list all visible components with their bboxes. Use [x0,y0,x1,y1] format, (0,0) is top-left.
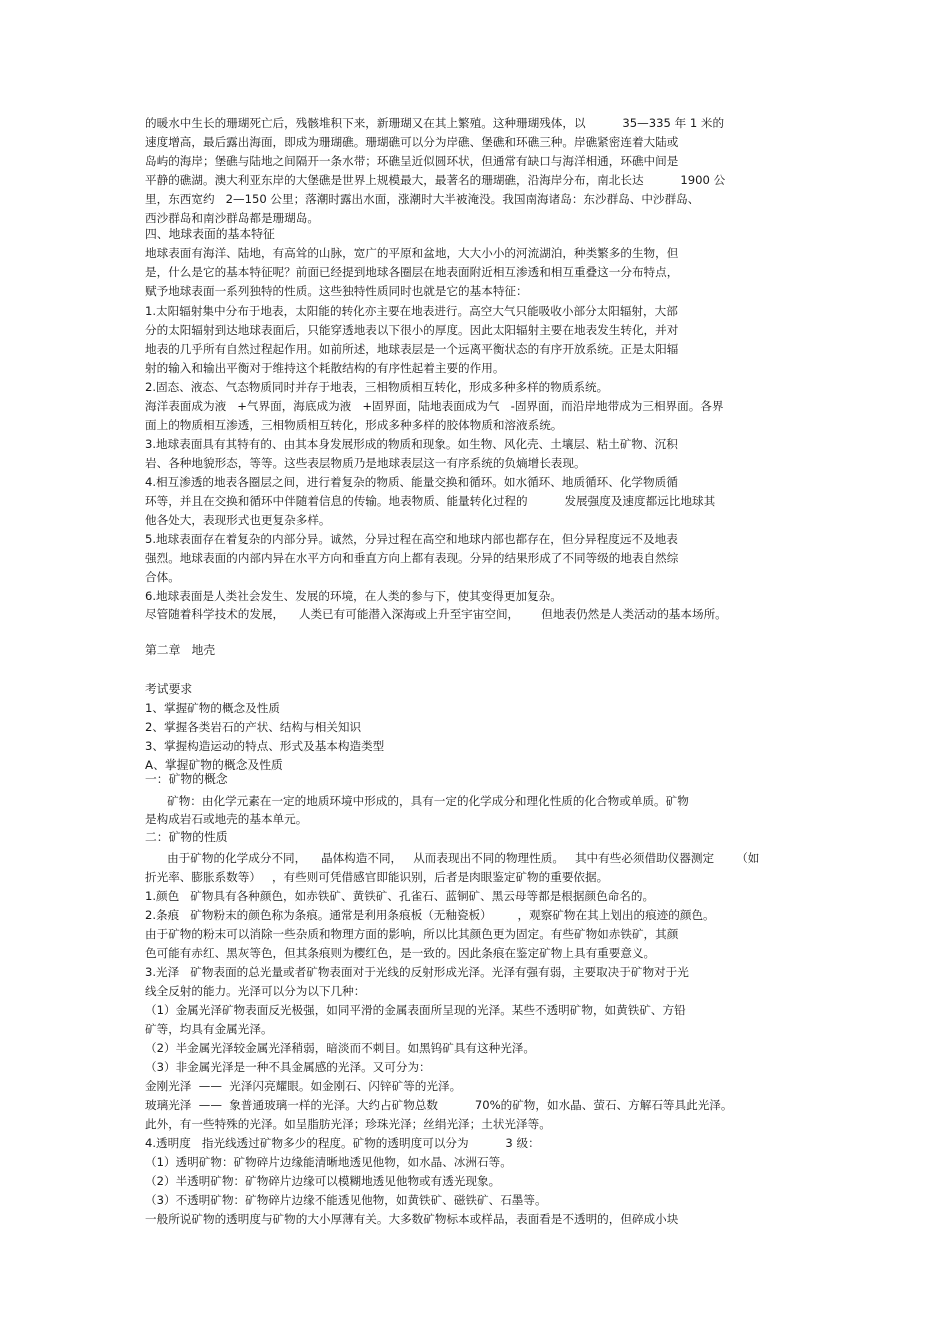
text-line: 地球表面有海洋、陆地，有高耸的山脉，宽广的平原和盆地，大大小小的河流湖泊，种类繁多的生物，但 [145,246,679,260]
text-line: 矿等，均具有金属光泽。 [145,1022,273,1036]
text-line: 4.相互渗透的地表各圈层之间，进行着复杂的物质、能量交换和循环。如水循环、地质循环、化学物质循 [145,475,678,489]
text-line: 金刚光泽 —— 光泽闪亮耀眼。如金刚石、闪锌矿等的光泽。 [145,1079,462,1093]
text-line: 西沙群岛和南沙群岛都是珊瑚岛。 [145,211,319,225]
text-line: 色可能有赤红、黑灰等色，但其条痕则为樱红色，是一致的。因此条痕在鉴定矿物上具有重要意义。 [145,946,656,960]
text-line: 合体。 [145,570,180,584]
text-line: 矿物：由化学元素在一定的地质环境中形成的，具有一定的化学成分和理化性质的化合物或单质。矿物 [145,794,689,808]
text-line: 3.光泽 矿物表面的总光量或者矿物表面对于光线的反射形成光泽。光泽有强有弱，主要取决于矿物对于光 [145,965,689,979]
section-heading: A、掌握矿物的概念及性质 [145,758,283,772]
text-line: 速度增高，最后露出海面，即成为珊瑚礁。珊瑚礁可以分为岸礁、堡礁和环礁三种。岸礁紧密连着大陆或 [145,135,679,149]
text-line: 强烈。地球表面的内部内异在水平方向和垂直方向上都有表现。分异的结果形成了不同等级的地表自然综 [145,551,679,565]
list-item: 3、掌握构造运动的特点、形式及基本构造类型 [145,739,385,753]
text-line: 3.地球表面具有其特有的、由其本身发展形成的物质和现象。如生物、风化壳、土壤层、粘土矿物、沉积 [145,437,678,451]
text-line: 的暖水中生长的珊瑚死亡后，残骸堆积下来，新珊瑚又在其上繁殖。这种珊瑚残体，以 35—335 年 1 米的 [145,116,725,130]
section-heading: 考试要求 [145,682,193,696]
text-line: 平静的礁湖。澳大利亚东岸的大堡礁是世界上规模最大，最著名的珊瑚礁，沿海岸分布，南北长达 1900 公 [145,173,726,187]
text-line: 5.地球表面存在着复杂的内部分异。诚然，分异过程在高空和地球内部也都存在，但分异程度远不及地表 [145,532,678,546]
text-line: 1.颜色 矿物具有各种颜色，如赤铁矿、黄铁矿、孔雀石、蓝铜矿、黑云母等都是根据颜色命名的。 [145,889,655,903]
text-line: （2）半透明矿物：矿物碎片边缘可以模糊地透见他物或有透光现象。 [145,1174,501,1188]
text-line: （2）半金属光泽较金属光泽稍弱，暗淡而不刺目。如黑钨矿具有这种光泽。 [145,1041,535,1055]
list-item: 1、掌握矿物的概念及性质 [145,701,280,715]
text-line: 岛屿的海岸；堡礁与陆地之间隔开一条水带；环礁呈近似圆环状，但通常有缺口与海洋相通，环礁中间是 [145,154,679,168]
text-line: 岩、各种地貌形态，等等。这些表层物质乃是地球表层这一有序系统的负熵增长表现。 [145,456,586,470]
text-line: 2.条痕 矿物粉末的颜色称为条痕。通常是利用条痕板（无釉瓷板） ，观察矿物在其上划出的痕迹的颜色。 [145,908,715,922]
text-line: 里，东西宽约 2—150 公里；落潮时露出水面，涨潮时大半被淹没。我国南海诸岛：东沙群岛、中沙群岛、 [145,192,700,206]
text-line: 环等，并且在交换和循环中伴随着信息的传输。地表物质、能量转化过程的 发展强度及速度都远比地球其 [145,494,716,508]
text-line: 玻璃光泽 —— 象普通玻璃一样的光泽。大约占矿物总数 70%的矿物，如水晶、萤石、方解石等具此光泽。 [145,1098,733,1112]
text-line: 海洋表面成为液 +气界面，海底成为液 +固界面，陆地表面成为气 -固界面，而沿岸地带成为三相界面。各界 [145,399,724,413]
text-line: 尽管随着科学技术的发展， 人类已有可能潜入深海或上升至宇宙空间， 但地表仍然是人类活动的基本场所。 [145,607,727,621]
text-line: （1）金属光泽矿物表面反光极强，如同平滑的金属表面所呈现的光泽。某些不透明矿物，如黄铁矿、方铅 [145,1003,686,1017]
text-line: 1.太阳辐射集中分布于地表，太阳能的转化亦主要在地表进行。高空大气只能吸收小部分太阳辐射，大部 [145,304,678,318]
text-line: 面上的物质相互渗透，三相物质相互转化，形成多种多样的胶体物质和溶液系统。 [145,418,563,432]
text-line: 线全反射的能力。光泽可以分为以下几种： [145,984,366,998]
text-line: 射的输入和输出平衡对于维持这个耗散结构的有序性起着主要的作用。 [145,361,505,375]
text-line: 2.固态、液态、气态物质同时并存于地表，三相物质相互转化，形成多种多样的物质系统。 [145,380,609,394]
text-line: 是构成岩石或地壳的基本单元。 [145,812,308,826]
text-line: 他各处大，表现形式也更复杂多样。 [145,513,331,527]
text-line: 是，什么是它的基本特征呢？前面已经提到地球各圈层在地表面附近相互渗透和相互重叠这一分布特点， [145,265,679,279]
text-line: 4.透明度 指光线透过矿物多少的程度。矿物的透明度可以分为 3 级： [145,1136,540,1150]
text-line: 此外，有一些特殊的光泽。如呈脂肪光泽；珍珠光泽；丝绢光泽；土状光泽等。 [145,1117,551,1131]
text-line: （3）不透明矿物：矿物碎片边缘不能透见他物，如黄铁矿、磁铁矿、石墨等。 [145,1193,547,1207]
text-line: 地表的几乎所有自然过程起作用。如前所述，地球表层是一个远离平衡状态的有序开放系统。正是太阳辐 [145,342,679,356]
section-heading: 二：矿物的性质 [145,830,228,844]
text-line: 一般所说矿物的透明度与矿物的大小厚薄有关。大多数矿物标本或样品，表面看是不透明的，但碎成小块 [145,1212,679,1226]
list-item: 2、掌握各类岩石的产状、结构与相关知识 [145,720,362,734]
text-line: 折光率、膨胀系数等） ，有些则可凭借感官即能识别，后者是肉眼鉴定矿物的重要依据。 [145,870,609,884]
text-line: 6.地球表面是人类社会发生、发展的环境，在人类的参与下，使其变得更加复杂。 [145,589,562,603]
chapter-title: 第二章 地壳 [145,643,216,657]
text-line: 赋予地球表面一系列独特的性质。这些独特性质同时也就是它的基本特征： [145,284,528,298]
section-heading: 一：矿物的概念 [145,772,228,786]
section-heading: 四、地球表面的基本特征 [145,227,275,241]
text-line: （1）透明矿物：矿物碎片边缘能清晰地透见他物，如水晶、冰洲石等。 [145,1155,512,1169]
text-line: 由于矿物的粉末可以消除一些杂质和物理方面的影响，所以比其颜色更为固定。有些矿物如赤铁矿，其颜 [145,927,679,941]
text-line: （3）非金属光泽是一种不具金属感的光泽。又可分为： [145,1060,431,1074]
text-line: 分的太阳辐射到达地球表面后，只能穿透地表以下很小的厚度。因此太阳辐射主要在地表发生转化，并对 [145,323,679,337]
text-line: 由于矿物的化学成分不同， 晶体构造不同， 从而表现出不同的物理性质。 其中有些必须借助仪器测定 （如 [145,851,760,865]
